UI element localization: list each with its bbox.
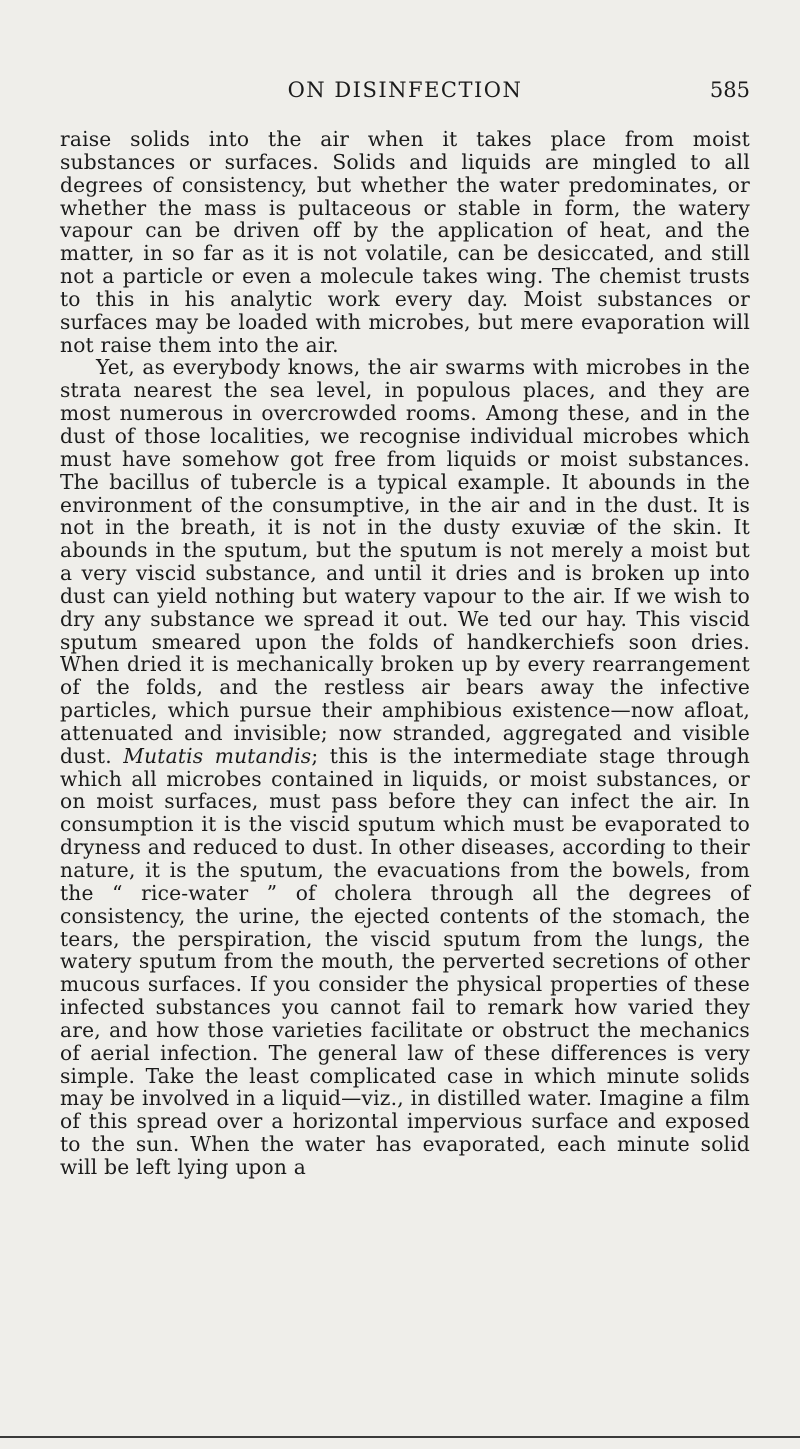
- paragraph-2-continuation: ; this is the intermediate stage through which all microbes contained in liquids, or moist substances, or on moist surfaces, must pass before they can infect the air. In consumption it is the viscid sputum which must be evaporated to dryness and reduced to dust. In other diseases, according to their nature, it is the sputum, the evacuations from the bowels, from the “ rice-water ” of cholera through all the degrees of consistency, the urine, the ejected contents of the stomach, the tears, the perspiration, the viscid sputum from the lungs, the watery sputum from the mouth, the perverted secretions of other mucous surfaces. If you consider the physical properties of these infected substances you cannot fail to remark how varied they are, and how those varieties facilitate or obstruct the mechanics of aerial infection. The general law of these differences is very simple. Take the least complicated case in which minute solids may be involved in a liquid—viz., in distilled water. Imagine a film of this spread over a horizontal impervious surface and exposed to the sun. When the water has evaporated, each minute solid will be left lying upon a: [60, 743, 750, 1179]
- paragraph-2: [60, 356, 750, 1178]
- italic-phrase: Mutatis: [123, 743, 215, 768]
- page-number: 585: [709, 78, 750, 102]
- running-title: ON DISINFECTION: [287, 78, 523, 102]
- body-text: [60, 128, 750, 1179]
- paragraph-1: raise solids into the air when it takes place from moist substances or surfaces. Solids and liquids are mingled to all degrees of consistency, but whether the water predominates, or whether the mass is pultaceous or stable in form, the watery vapour can be driven off by the application of heat, and the matter, in so far as it is not volatile, can be desiccated, and still not a particle or even a molecule takes wing. The chemist trusts to this in his analytic work every day. Moist substances or surfaces may be loaded with microbes, but mere evaporation will not raise them into the air.: [60, 127, 750, 357]
- italic-phrase-2: mutandis: [214, 743, 312, 768]
- paragraph-2-text: Yet, as everybody knows, the air swarms with microbes in the strata nearest the sea level, in populous places, and they are most numerous in overcrowded rooms. Among these, and in the dust of those localities, we recognise individual microbes which must have somehow got free from liquids or moist substances. The bacillus of tubercle is a typical example. It abounds in the environment of the consumptive, in the air and in the dust. It is not in the breath, it is not in the dusty exuviæ of the skin. It abounds in the sputum, but the sputum is not merely a moist but a very viscid substance, and until it dries and is broken up into dust can yield nothing but watery vapour to the air. If we wish to dry any substance we spread it out. We ted our hay. This viscid sputum smeared upon the folds of handkerchiefs soon dries. When dried it is mechanically broken up by every rearrangement of the folds, and the restless air bears away the infective particles, which pursue their amphibious existence—now afloat, attenuated and invisible; now stranded, aggregated and visible dust.: [60, 355, 750, 768]
- page-edge-rule: [0, 1436, 800, 1438]
- running-head: [60, 78, 750, 112]
